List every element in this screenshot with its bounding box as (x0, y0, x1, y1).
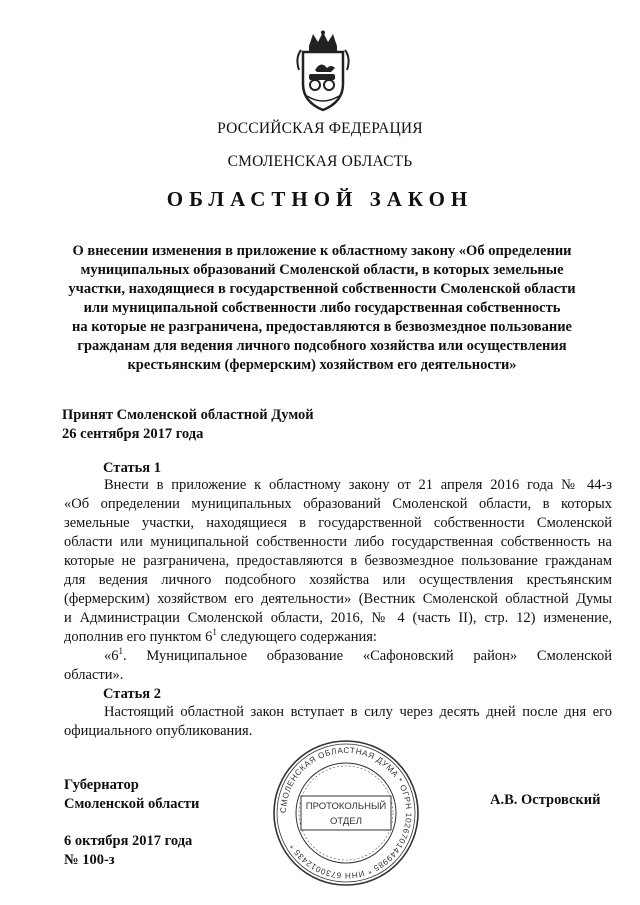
law-title-line: крестьянским (фермерским) хозяйством его деятельности» (127, 357, 517, 373)
country-name: РОССИЙСКАЯ ФЕДЕРАЦИЯ (217, 120, 423, 137)
adoption-date: 26 сентября 2017 года (62, 426, 204, 442)
article-1-line (64, 628, 612, 647)
line-text: . Муниципальное образование «Сафоновский район» Смоленской (123, 648, 612, 664)
law-title-line: гражданам для ведения личного подсобного хозяйства или осуществления (77, 338, 567, 354)
article-1-line: области или муниципальной собственности либо государственная собственность на (64, 534, 612, 550)
adoption-body: Принят Смоленской областной Думой (62, 407, 314, 423)
signer-name: А.В. Островский (490, 792, 601, 808)
article-2-line: официального опубликования. (64, 723, 253, 739)
law-title-line: О внесении изменения в приложение к областному закону «Об определении (72, 243, 572, 259)
signer-role (64, 776, 199, 814)
region-name: СМОЛЕНСКАЯ ОБЛАСТЬ (227, 153, 413, 170)
law-title-line: или муниципальной собственности либо государственная собственность (83, 300, 561, 316)
law-number: № 100-з (64, 852, 115, 868)
article-1-line: области». (64, 667, 124, 683)
signing-date: 6 октября 2017 года (64, 833, 193, 849)
line-text: следующего содержания: (216, 629, 377, 645)
article-1-line: «Об определении муниципальных образований Смоленской области, в которых (64, 496, 612, 512)
article-1-line: (фермерским) хозяйством его деятельности» (Вестник Смоленской областной Думы (64, 591, 612, 607)
article-2-heading: Статья 2 (103, 686, 161, 702)
article-1-heading: Статья 1 (103, 460, 161, 476)
law-title-line: участки, находящиеся в государственной собственности Смоленской области (68, 281, 576, 297)
article-1-line: Внести в приложение к областному закону от 21 апреля 2016 года № 44-з (104, 477, 612, 493)
round-seal-icon (271, 738, 421, 888)
superscript: 1 (212, 627, 217, 638)
line-text: «6 (104, 648, 119, 664)
superscript: 1 (118, 646, 123, 657)
law-title-line: муниципальных образований Смоленской области, в которых земельные (80, 262, 564, 278)
article-1-text (64, 476, 612, 685)
line-text: дополнив его пунктом 6 (64, 629, 213, 645)
article-2-text (64, 703, 612, 741)
seal-ring-text: СМОЛЕНСКАЯ ОБЛАСТНАЯ ДУМА * ОГРН 1026701449985 * ИНН 6730012435 * (278, 745, 414, 881)
article-1-line: земельные участки, находящиеся в государственной собственности Смоленской (64, 515, 612, 531)
signing-info (64, 832, 192, 870)
document-type: ОБЛАСТНОЙ ЗАКОН (166, 187, 474, 211)
adoption-note (62, 406, 314, 444)
seal-center-line: ПРОТОКОЛЬНЫЙ (305, 801, 387, 812)
article-1-line (64, 647, 612, 666)
law-title-line: на которые не разграничена, предоставляются в безвозмездное пользование (72, 319, 572, 335)
article-1-line: которые не разграничена, предоставляются в безвозмездное пользование гражданам (64, 553, 612, 569)
article-1-line: и Администрации Смоленской области, 2016, № 4 (часть II), стр. 12) изменение, (64, 610, 612, 626)
smolensk-coat-of-arms-icon (291, 30, 355, 112)
signer-role-line: Смоленской области (64, 796, 200, 812)
law-title (62, 242, 582, 375)
article-2-line: Настоящий областной закон вступает в силу через десять дней после дня его (104, 704, 612, 720)
article-1-line: для ведения личного подсобного хозяйства или осуществления крестьянским (64, 572, 612, 588)
seal-center-line: ОТДЕЛ (330, 816, 362, 827)
signer-role-line: Губернатор (64, 777, 139, 793)
